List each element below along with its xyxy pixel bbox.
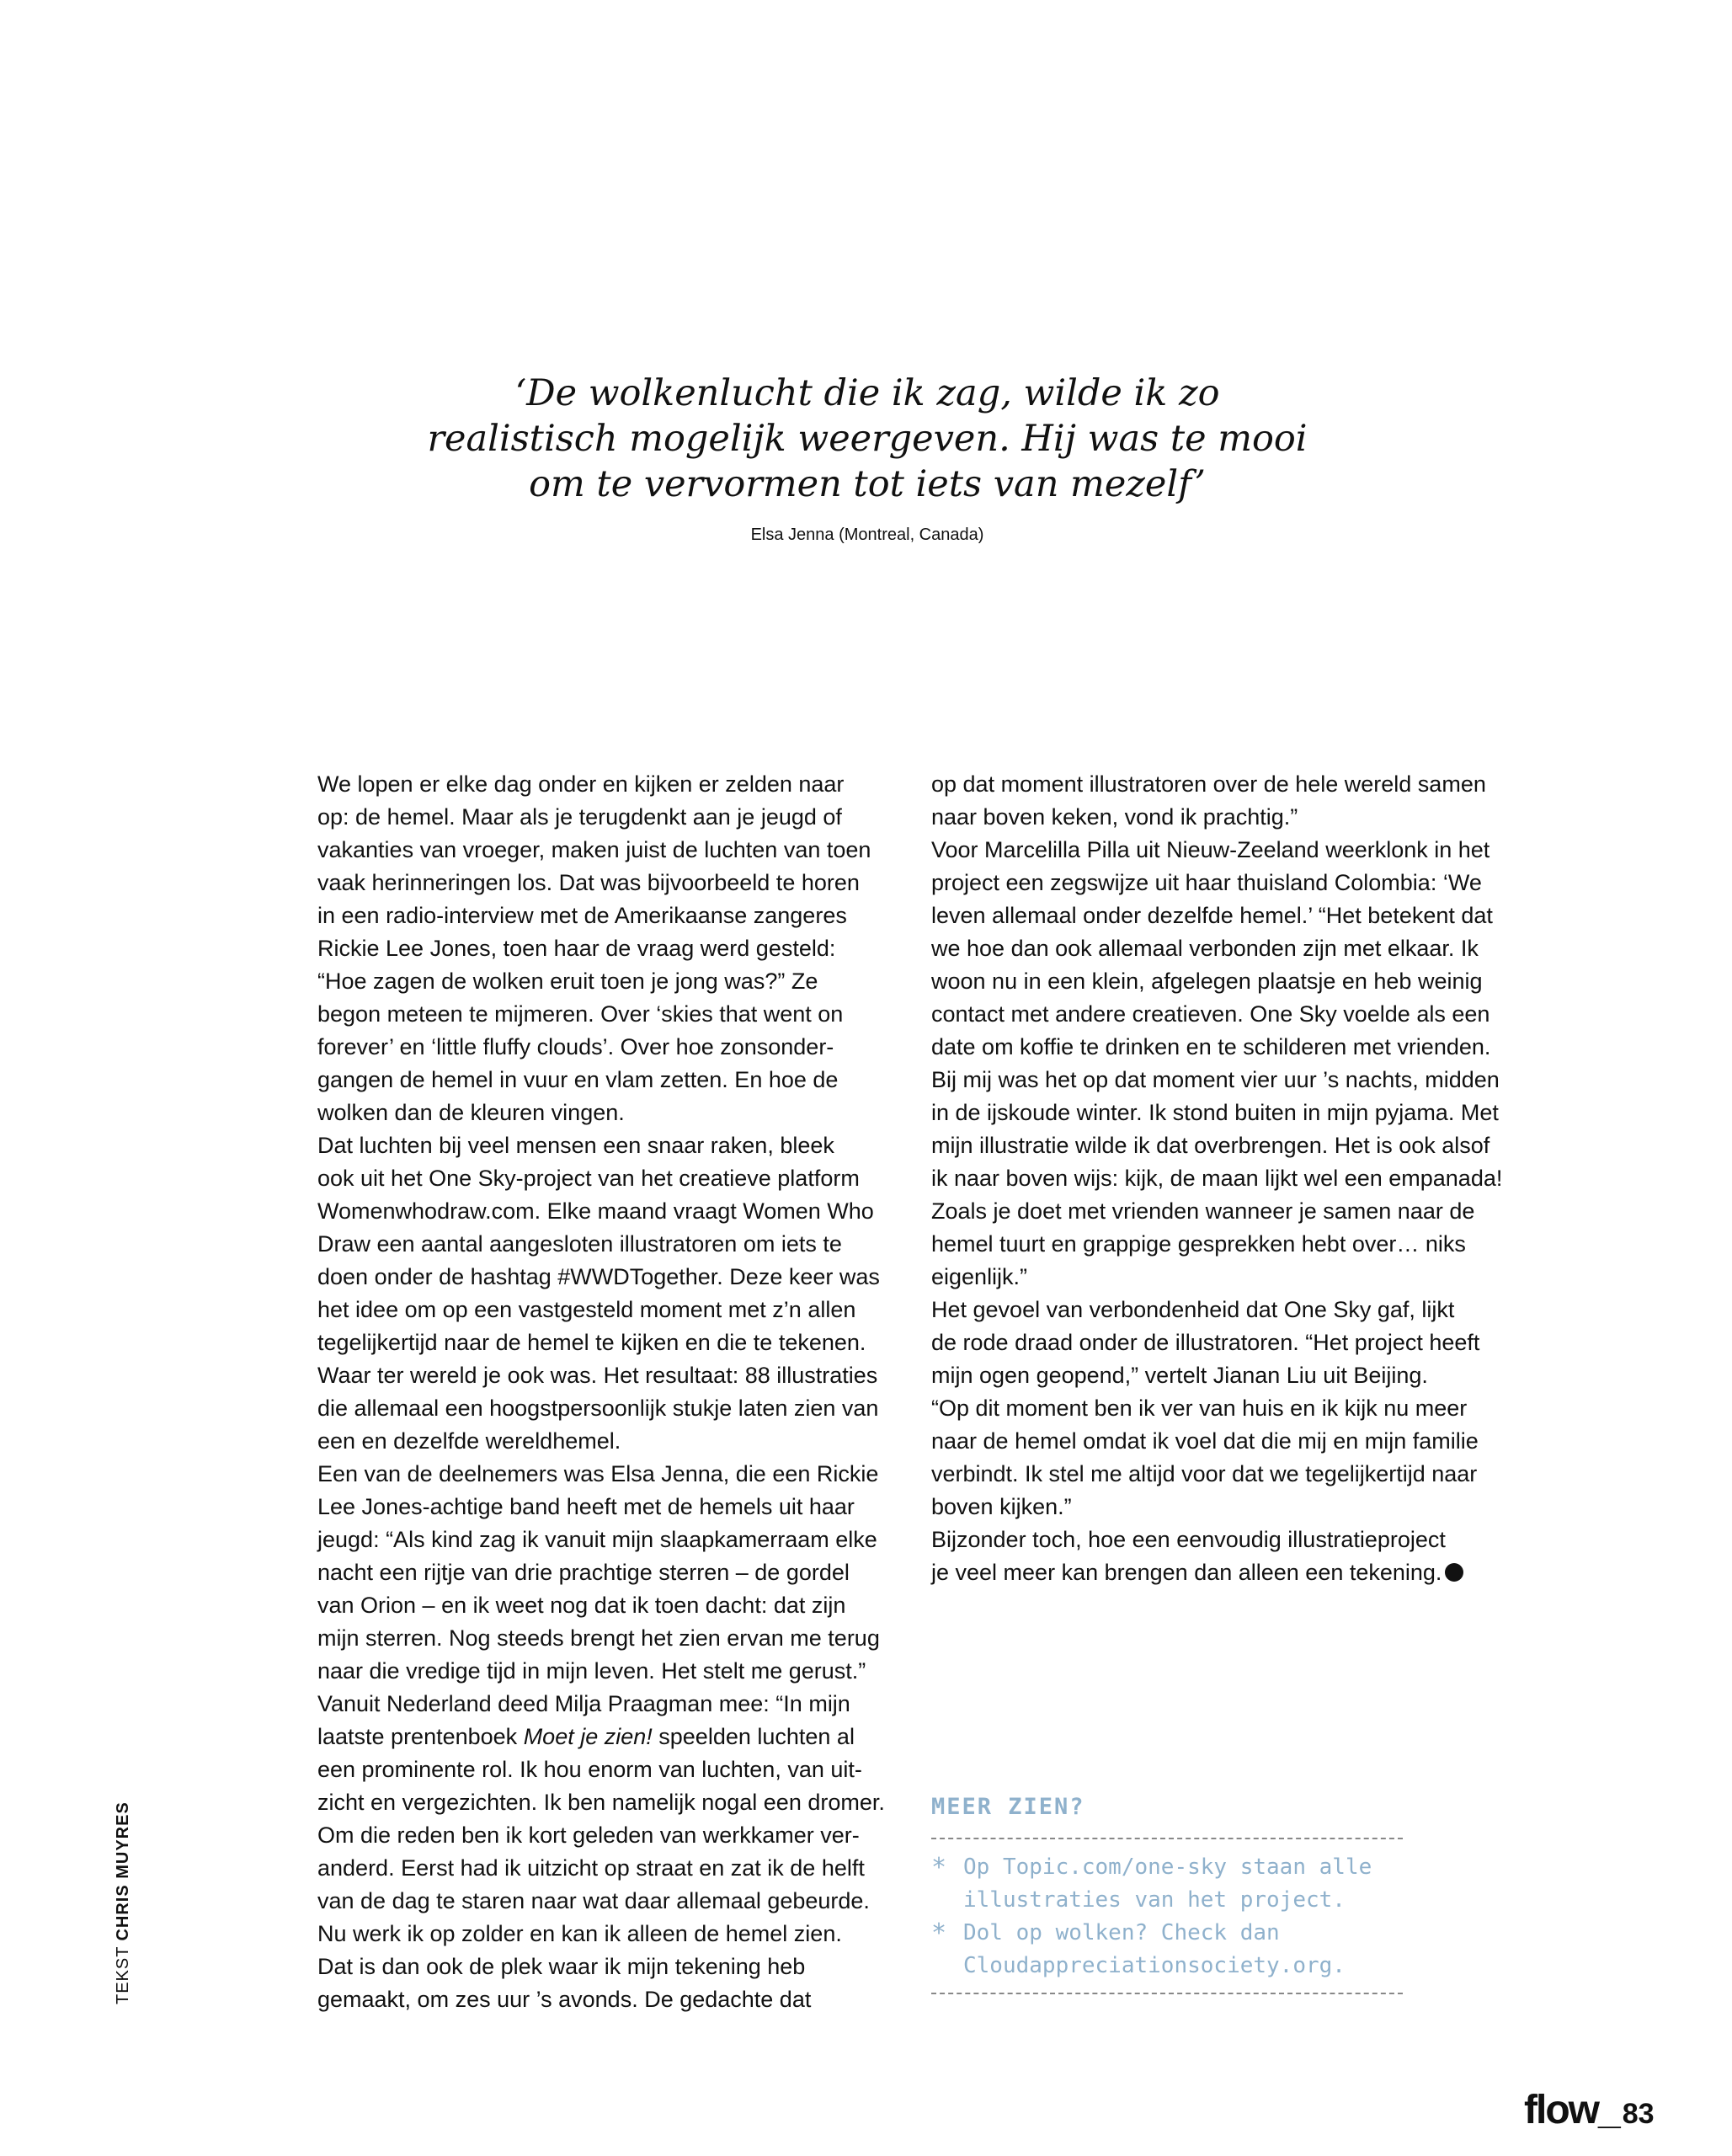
article-line: Lee Jones-achtige band heeft met de hemels uit haar (317, 1494, 855, 1519)
article-line: op: de hemel. Maar als je terugdenkt aan je jeugd of (317, 804, 842, 830)
pull-quote-line: ‘De wolkenlucht die ik zag, wilde ik zo (514, 372, 1220, 414)
article-line: Draw een aantal aangesloten illustratoren om iets te (317, 1231, 842, 1257)
article-line: mijn sterren. Nog steeds brengt het zien ervan me terug (317, 1625, 880, 1651)
article-line: wolken dan de kleuren vingen. (317, 1100, 625, 1125)
dashed-divider (931, 1838, 1403, 1839)
article-left-column (317, 768, 924, 2016)
sidebar-item-text: illustraties van het project. (963, 1887, 1346, 1913)
article-line: Bijzonder toch, hoe een eenvoudig illustratieproject (931, 1527, 1446, 1552)
article-line: contact met andere creatieven. One Sky voelde als een (931, 1001, 1490, 1027)
article-line: we hoe dan ook allemaal verbonden zijn met elkaar. Ik (931, 936, 1479, 961)
asterisk-icon: * (931, 1919, 947, 1948)
pull-quote-line: realistisch mogelijk weergeven. Hij was te mooi (427, 418, 1308, 460)
article-line: mijn illustratie wilde ik dat overbrengen. Het is ook alsof (931, 1133, 1490, 1158)
article-line: forever’ en ‘little fluffy clouds’. Over hoe zonsonder- (317, 1034, 834, 1059)
quote-attribution: Elsa Jenna (Montreal, Canada) (750, 526, 984, 544)
article-right-column (931, 768, 1537, 1589)
article-line: gemaakt, om zes uur ’s avonds. De gedachte dat (317, 1987, 812, 2012)
sidebar-item-text: Op Topic.com/one-sky staan alle (963, 1854, 1372, 1880)
article-line: het idee om op een vastgesteld moment met z’n allen (317, 1297, 856, 1322)
article-line: in een radio-interview met de Amerikaanse zangeres (317, 903, 847, 928)
article-line: tegelijkertijd naar de hemel te kijken en die te tekenen. (317, 1330, 866, 1355)
sidebar-item-text: Dol op wolken? Check dan (963, 1920, 1280, 1945)
article-line: van Orion – en ik weet nog dat ik toen dacht: dat zijn (317, 1593, 846, 1618)
end-mark-icon (1445, 1563, 1463, 1582)
article-line: een en dezelfde wereldhemel. (317, 1428, 621, 1454)
article-line: naar de hemel omdat ik voel dat die mij en mijn familie (931, 1428, 1479, 1454)
article-line: op dat moment illustratoren over de hele wereld samen (931, 771, 1486, 797)
article-line: jeugd: “Als kind zag ik vanuit mijn slaapkamerraam elke (317, 1527, 877, 1552)
article-line: zicht en vergezichten. Ik ben namelijk nogal een dromer. (317, 1790, 885, 1815)
credit-name: CHRIS MUYRES (114, 1801, 132, 1941)
sidebar-item-text: Cloudappreciationsociety.org. (963, 1953, 1346, 1978)
article-line: We lopen er elke dag onder en kijken er zelden naar (317, 771, 845, 797)
article-line: Dat luchten bij veel mensen een snaar raken, bleek (317, 1133, 834, 1158)
article-line: anderd. Eerst had ik uitzicht op straat en zat ik de helft (317, 1855, 865, 1881)
pull-quote-line: om te vervormen tot iets van mezelf’ (529, 463, 1206, 505)
sidebar-item (931, 1851, 1403, 1917)
article-line: Dat is dan ook de plek waar ik mijn tekening heb (317, 1954, 806, 1979)
article-line: doen onder de hashtag #WWDTogether. Deze keer was (317, 1264, 880, 1289)
article-line: een prominente rol. Ik hou enorm van luchten, van uit- (317, 1757, 862, 1782)
pull-quote (404, 371, 1330, 507)
article-line: gangen de hemel in vuur en vlam zetten. En hoe de (317, 1067, 839, 1092)
author-credit (114, 1801, 133, 2004)
article-line: ook uit het One Sky-project van het creatieve platform (317, 1166, 860, 1191)
article-line: vaak herinneringen los. Dat was bijvoorbeeld te horen (317, 870, 860, 895)
logo-separator: _ (1597, 2088, 1619, 2132)
article-line: Voor Marcelilla Pilla uit Nieuw-Zeeland weerklonk in het (931, 837, 1490, 862)
article-line: “Hoe zagen de wolken eruit toen je jong was?” Ze (317, 969, 818, 994)
meer-zien-box (931, 1794, 1403, 2006)
article-line: Waar ter wereld je ook was. Het resultaat: 88 illustraties (317, 1363, 878, 1388)
article-line: je veel meer kan brengen dan alleen een tekening. (931, 1556, 1537, 1589)
article-line: laatste prentenboek Moet je zien! speelden luchten al (317, 1724, 855, 1749)
article-line: date om koffie te drinken en te schilderen met vrienden. (931, 1034, 1491, 1059)
dashed-divider (931, 1993, 1403, 1994)
article-line: van de dag te staren naar wat daar allemaal gebeurde. (317, 1888, 870, 1913)
article-line: Zoals je doet met vrienden wanneer je samen naar de (931, 1198, 1475, 1224)
article-line: die allemaal een hoogstpersoonlijk stukje laten zien van (317, 1396, 879, 1421)
article-line: Het gevoel van verbondenheid dat One Sky gaf, lijkt (931, 1297, 1455, 1322)
article-line: project een zegswijze uit haar thuisland Colombia: ‘We (931, 870, 1482, 895)
article-line: Vanuit Nederland deed Milja Praagman mee: “In mijn (317, 1691, 850, 1716)
article-line: de rode draad onder de illustratoren. “Het project heeft (931, 1330, 1480, 1355)
article-line: mijn ogen geopend,” vertelt Jianan Liu uit Beijing. (931, 1363, 1428, 1388)
article-line: eigenlijk.” (931, 1264, 1028, 1289)
article-line: “Op dit moment ben ik ver van huis en ik kijk nu meer (931, 1396, 1468, 1421)
article-line: Een van de deelnemers was Elsa Jenna, die een Rickie (317, 1461, 879, 1486)
flow-logo: flow (1524, 2088, 1598, 2132)
article-line: naar die vredige tijd in mijn leven. Het stelt me gerust.” (317, 1658, 866, 1684)
article-line: Rickie Lee Jones, toen haar de vraag werd gesteld: (317, 936, 836, 961)
article-line: ik naar boven wijs: kijk, de maan lijkt wel een empanada! (931, 1166, 1503, 1191)
credit-label: TEKST (114, 1945, 132, 2004)
article-line: naar boven keken, vond ik prachtig.” (931, 804, 1298, 830)
article-line: leven allemaal onder dezelfde hemel.’ “Het betekent dat (931, 903, 1493, 928)
sidebar-title: MEER ZIEN? (931, 1794, 1085, 1820)
article-line: Bij mij was het op dat moment vier uur ’s nachts, midden (931, 1067, 1500, 1092)
page-footer (1524, 2087, 1655, 2133)
article-line: woon nu in een klein, afgelegen plaatsje en heb weinig (931, 969, 1483, 994)
page-number: 83 (1622, 2098, 1655, 2130)
article-line: Nu werk ik op zolder en kan ik alleen de hemel zien. (317, 1921, 842, 1946)
article-line: vakanties van vroeger, maken juist de luchten van toen (317, 837, 871, 862)
article-line: Om die reden ben ik kort geleden van werkkamer ver- (317, 1822, 860, 1848)
article-line: nacht een rijtje van drie prachtige sterren – de gordel (317, 1560, 850, 1585)
article-line: hemel tuurt en grappige gesprekken hebt over… niks (931, 1231, 1466, 1257)
sidebar-item (931, 1917, 1403, 1983)
article-line: in de ijskoude winter. Ik stond buiten in mijn pyjama. Met (931, 1100, 1499, 1125)
article-line: Womenwhodraw.com. Elke maand vraagt Women Who (317, 1198, 874, 1224)
article-line: begon meteen te mijmeren. Over ‘skies that went on (317, 1001, 844, 1027)
article-line: boven kijken.” (931, 1494, 1072, 1519)
book-title: Moet je zien! (523, 1724, 653, 1749)
article-line: verbindt. Ik stel me altijd voor dat we tegelijkertijd naar (931, 1461, 1478, 1486)
asterisk-icon: * (931, 1853, 947, 1882)
